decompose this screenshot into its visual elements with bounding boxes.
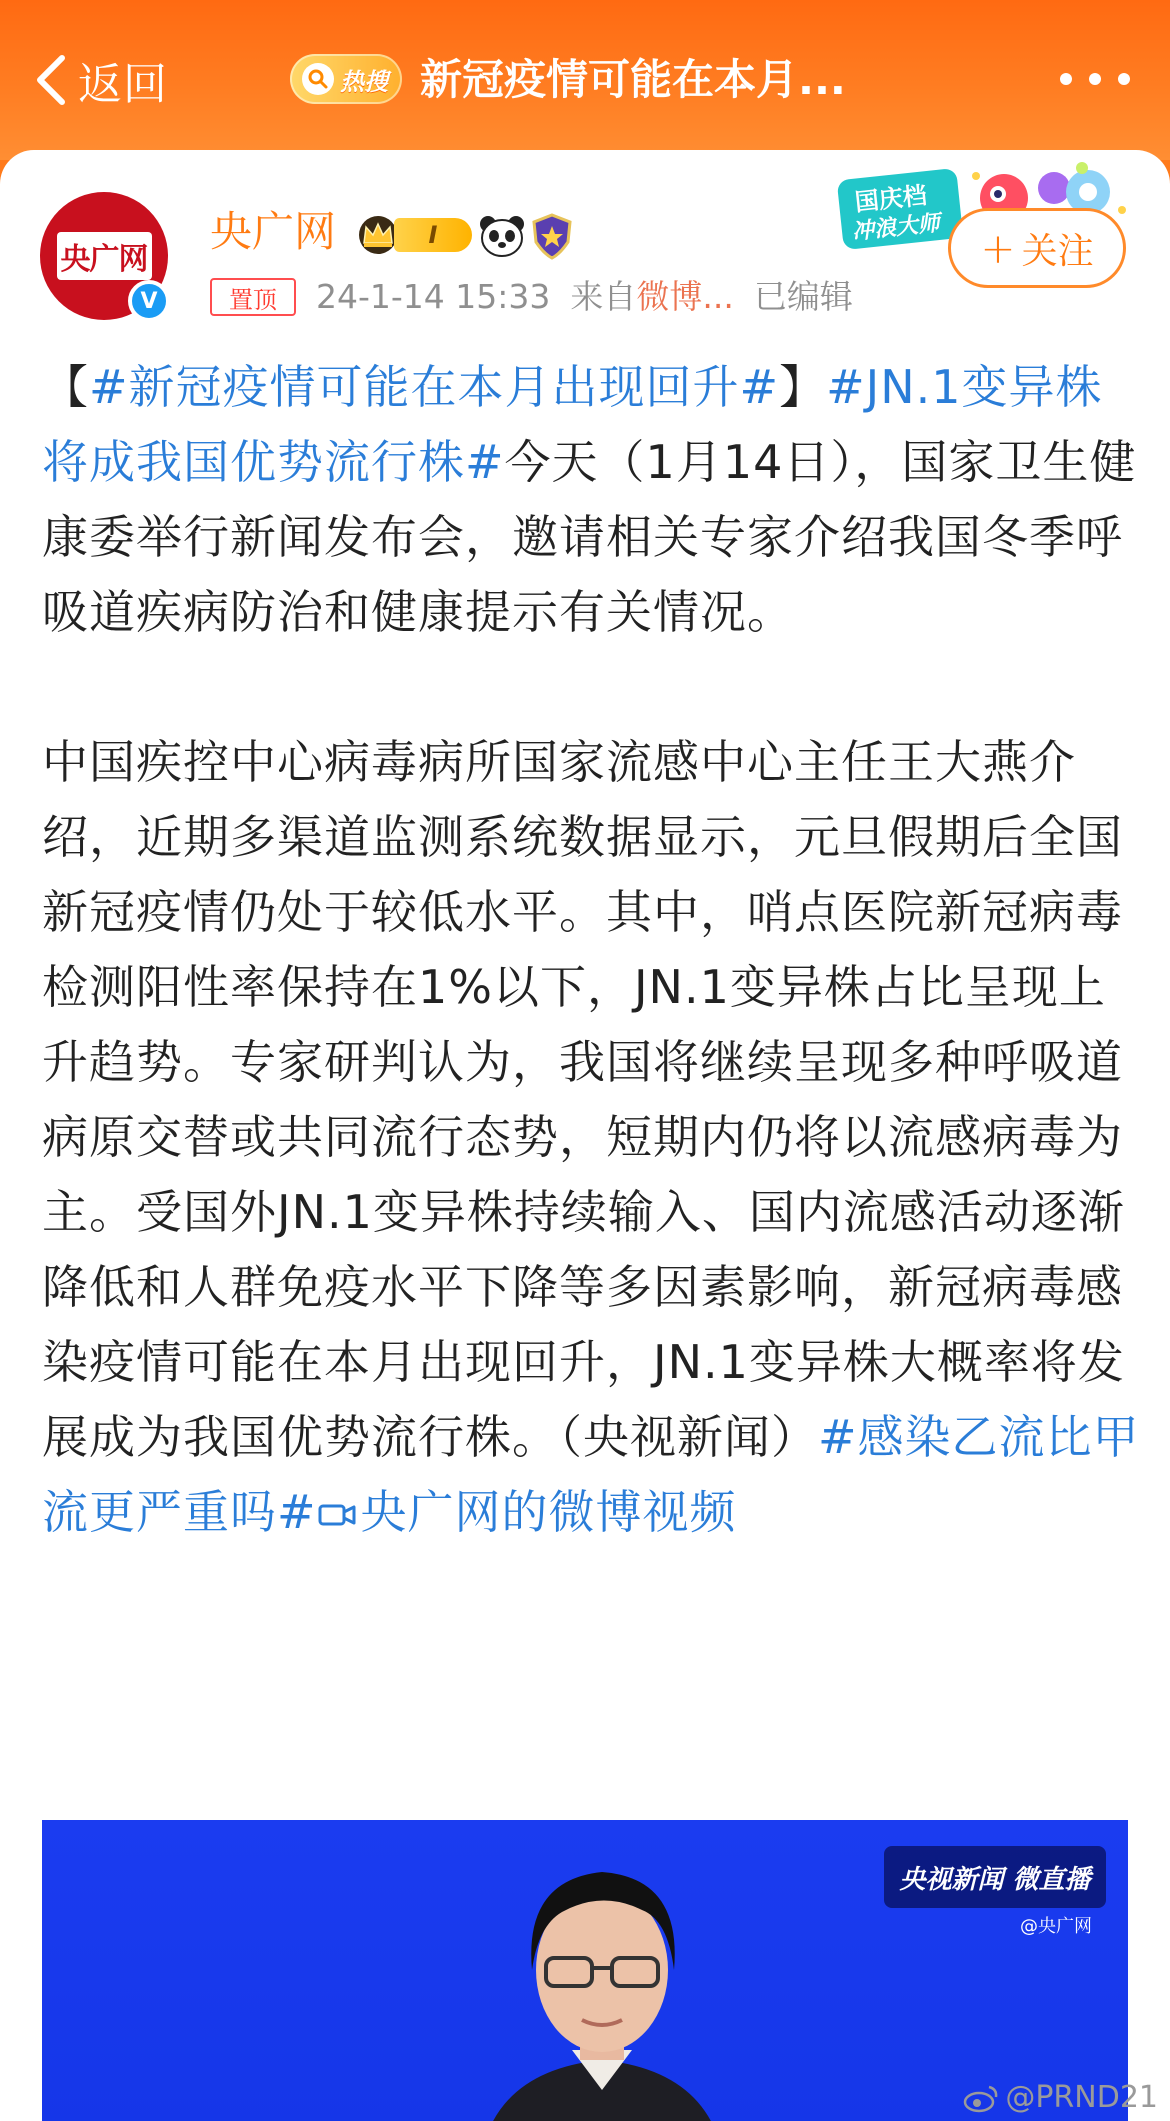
hashtag-link[interactable]: #JN.1变异株将成我国优势流行株# — [42, 360, 1103, 489]
more-options-button[interactable] — [1060, 64, 1130, 94]
bracket-close: 】 — [779, 360, 827, 414]
plus-icon: + — [980, 223, 1016, 273]
avatar-logo-text: 央广网 — [57, 232, 152, 280]
hashtag-link[interactable]: #新冠疫情可能在本月出现回升# — [89, 360, 780, 414]
page-title: 新冠疫情可能在本月... — [420, 55, 846, 104]
post-body — [42, 350, 1142, 1550]
channel-handle: @央广网 — [1020, 1916, 1092, 1937]
post-paragraph-2 — [42, 725, 1142, 1550]
level-label: I — [394, 218, 472, 252]
post-timestamp: 24-1-14 15:33 — [316, 277, 551, 316]
hot-badge-label: 热搜 — [340, 67, 388, 96]
edited-label[interactable]: 已编辑 — [753, 277, 853, 316]
dot-icon — [1060, 73, 1072, 85]
follow-button[interactable] — [948, 208, 1126, 288]
shield-icon — [530, 212, 574, 260]
author-name[interactable]: 央广网 — [210, 207, 337, 256]
back-label: 返回 — [78, 59, 168, 110]
speaker-thumbnail — [442, 1850, 762, 2121]
source-prefix: 来自 — [570, 277, 637, 316]
post-paragraph-1 — [42, 350, 1142, 650]
watermark — [963, 2080, 1158, 2115]
panda-icon — [478, 214, 526, 258]
hot-search-badge[interactable] — [290, 54, 402, 104]
pinned-tag: 置顶 — [210, 278, 296, 316]
video-player[interactable] — [42, 1820, 1128, 2121]
weibo-logo-icon — [963, 2083, 999, 2113]
back-button[interactable] — [30, 48, 168, 112]
bracket-open: 【 — [42, 360, 89, 414]
post-meta — [316, 272, 853, 322]
watermark-handle: @PRND21 — [1005, 2080, 1158, 2115]
post-source-link[interactable]: 微博... — [636, 277, 734, 316]
video-camera-icon — [317, 1498, 357, 1532]
promo-line2: 冲浪大师 — [850, 210, 942, 246]
member-level-badge[interactable] — [356, 214, 476, 256]
dot-icon — [1089, 73, 1101, 85]
channel-logo: 央视新闻 微直播 — [884, 1846, 1106, 1908]
post-card — [0, 150, 1170, 2121]
paragraph-text: 今天（1月14日），国家卫生健康委举行新闻发布会，邀请相关专家介绍我国冬季呼吸道疾病防治和健康提示有关情况。 — [42, 435, 1137, 639]
verified-badge-icon: V — [128, 280, 170, 322]
hashtag-link[interactable]: #感染乙流比甲流更严重吗# — [42, 1410, 1140, 1539]
paragraph-text: 中国疾控中心病毒病所国家流感中心主任王大燕介绍，近期多渠道监测系统数据显示，元旦假期后全国新冠疫情仍处于较低水平。其中，哨点医院新冠病毒检测阳性率保持在1%以下，JN.1变异株占比呈现上升趋势。专家研判认为，我国将继续呈现多种呼吸道病原交替或共同流行态势，短期内仍将以流感病毒为主。受国外JN.1变异株持续输入、国内流感活动逐渐降低和人群免疫水平下降等多因素影响，新冠病毒感染疫情可能在本月出现回升，JN.1变异株大概率将发展成为我国优势流行株。（央视新闻） — [42, 735, 1125, 1464]
promo-line1: 国庆档 — [853, 181, 929, 217]
search-icon — [302, 63, 334, 95]
chevron-left-icon — [30, 50, 72, 110]
video-link-label: 央广网的微博视频 — [360, 1485, 737, 1539]
follow-label: 关注 — [1021, 230, 1094, 272]
top-bar — [0, 0, 1170, 160]
dot-icon — [1118, 73, 1130, 85]
video-link[interactable] — [317, 1485, 737, 1539]
